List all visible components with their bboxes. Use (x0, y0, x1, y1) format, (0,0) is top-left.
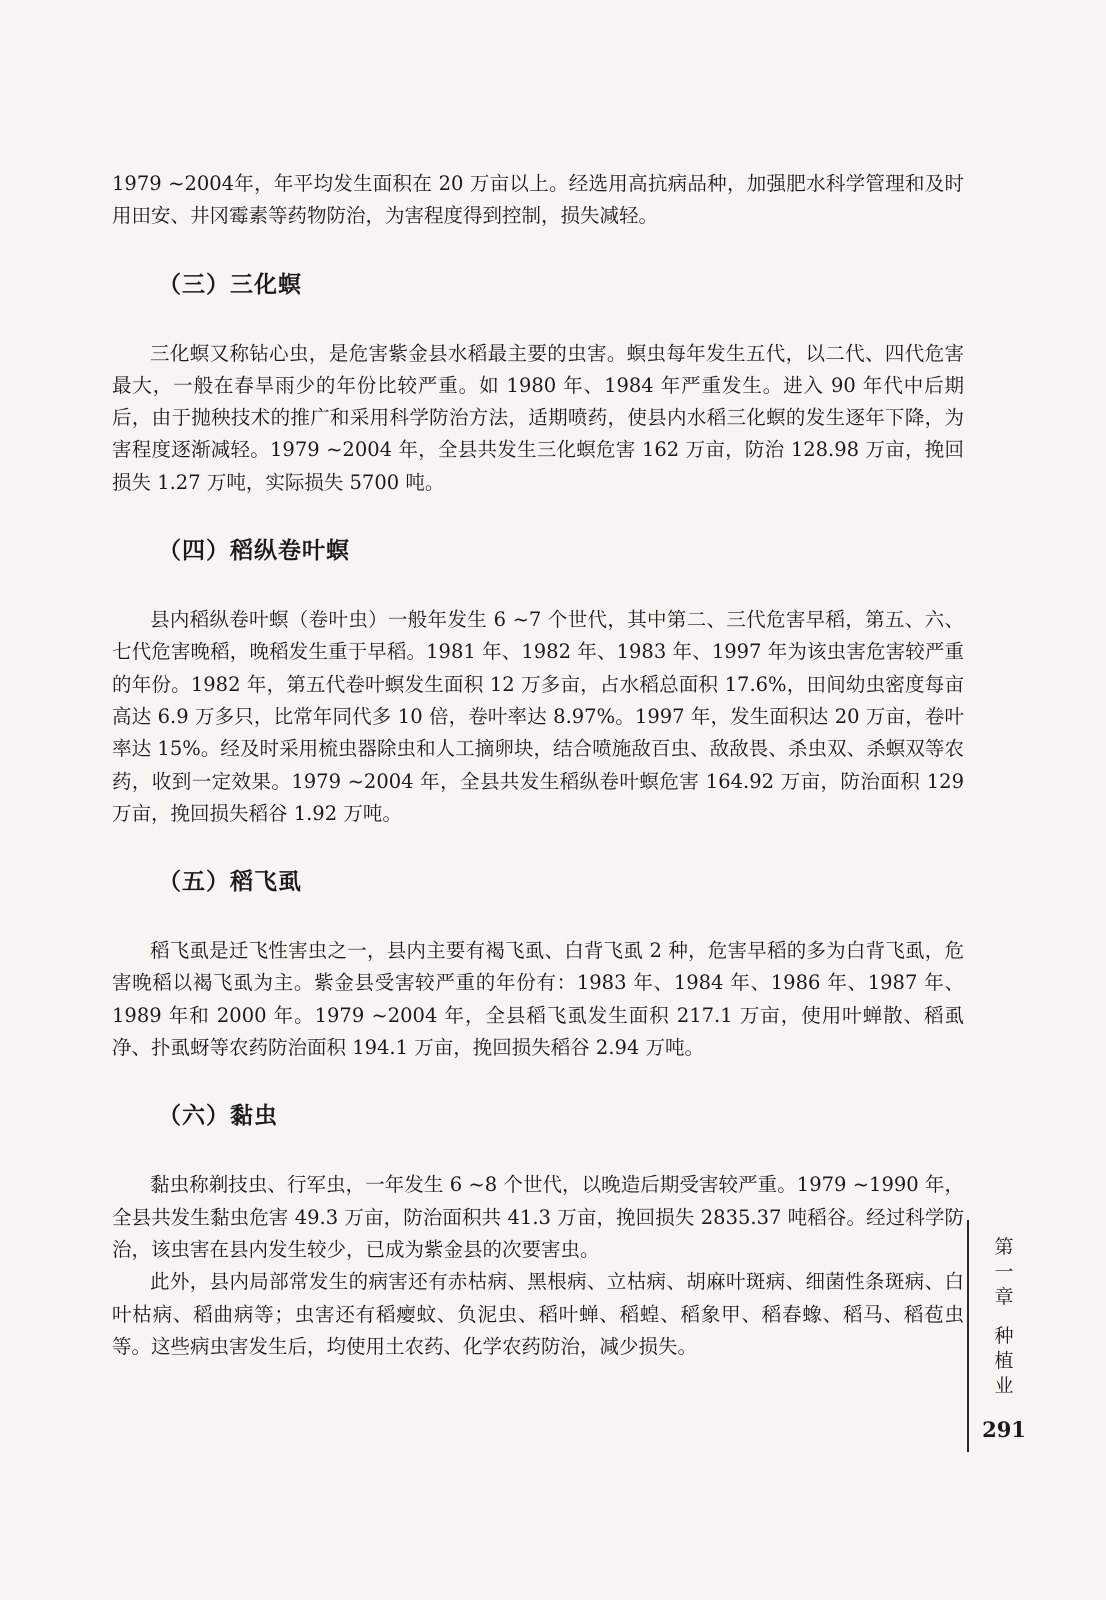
body-text (112, 168, 964, 1363)
heading-nianchong: （六）黏虫 (158, 1103, 278, 1130)
paragraph-other-pests: 此外，县内局部常发生的病害还有赤枯病、黑根病、立枯病、胡麻叶斑病、细菌性条斑病、白叶枯病、稻曲病等；虫害还有稻瘿蚊、负泥虫、稻叶蝉、稻蝗、稻象甲、稻春蟓、稻马、稻苞虫等。这些病虫害发生后，均使用土农药、化学农药防治，减少损失。 (112, 1270, 964, 1358)
chapter-sidebar (984, 1235, 1024, 1442)
chapter-char: 一 (994, 1261, 1014, 1283)
paragraph-intro: 1979 ~2004年，年平均发生面积在 20 万亩以上。经选用高抗病品种，加强肥水科学管理和及时用田安、井冈霉素等药物防治，为害程度得到控制，损失减轻。 (112, 172, 964, 228)
heading-daozongjuanyeming: （四）稻纵卷叶螟 (158, 538, 350, 565)
paragraph-nianchong: 黏虫称剃技虫、行军虫，一年发生 6 ~8 个世代，以晚造后期受害较严重。1979 ~1990 年，全县共发生黏虫危害 49.3 万亩，防治面积共 41.3 万亩，挽回损失 2835.37 吨稻谷。经过科学防治，该虫害在县内发生较少，已成为紫金县的次要害虫。 (112, 1173, 964, 1261)
paragraph-sanhuaming: 三化螟又称钻心虫，是危害紫金县水稻最主要的虫害。螟虫每年发生五代，以二代、四代危害最大，一般在春旱雨少的年份比较严重。如 1980 年、1984 年严重发生。进入 90 年代中后期后，由于抛秧技术的推广和采用科学防治方法，适期喷药，使县内水稻三化螟的发生逐年下降，为害程度逐渐减轻。1979 ~2004 年，全县共发生三化螟危害 162 万亩，防治 128.98 万亩，挽回损失 1.27 万吨，实际损失 5700 吨。 (112, 341, 964, 494)
page-number: 291 (982, 1417, 1026, 1442)
paragraph-daozongjuanyeming: 县内稻纵卷叶螟（卷叶虫）一般年发生 6 ~7 个世代，其中第二、三代危害早稻，第五、六、七代危害晚稻，晚稻发生重于早稻。1981 年、1982 年、1983 年、1997 年为该虫害危害较严重的年份。1982 年，第五代卷叶螟发生面积 12 万多亩，占水稻总面积 17.6%，田间幼虫密度每亩高达 6.9 万多只，比常年同代多 10 倍，卷叶率达 8.97%。1997 年，发生面积达 20 万亩，卷叶率达 15%。经及时采用梳虫器除虫和人工摘卵块，结合喷施敌百虫、敌敌畏、杀虫双、杀螟双等农药，收到一定效果。1979 ~2004 年，全县共发生稻纵卷叶螟危害 164.92 万亩，防治面积 129 万亩，挽回损失稻谷 1.92 万吨。 (112, 608, 964, 825)
section-char: 业 (994, 1375, 1014, 1397)
heading-daofeishi: （五）稻飞虱 (158, 869, 302, 896)
section-char: 种 (994, 1325, 1014, 1347)
heading-sanhuaming: （三）三化螟 (158, 271, 302, 298)
chapter-char: 章 (994, 1286, 1014, 1308)
chapter-char: 第 (994, 1236, 1014, 1258)
margin-divider (967, 1220, 969, 1452)
paragraph-daofeishi: 稻飞虱是迁飞性害虫之一，县内主要有褐飞虱、白背飞虱 2 种，危害早稻的多为白背飞虱，危害晚稻以褐飞虱为主。紫金县受害较严重的年份有：1983 年、1984 年、1986 年、1987 年、1989 年和 2000 年。1979 ~2004 年，全县稻飞虱发生面积 217.1 万亩，使用叶蝉散、稻虱净、扑虱蚜等农药防治面积 194.1 万亩，挽回损失稻谷 2.94 万吨。 (112, 939, 964, 1060)
section-char: 植 (994, 1350, 1014, 1372)
